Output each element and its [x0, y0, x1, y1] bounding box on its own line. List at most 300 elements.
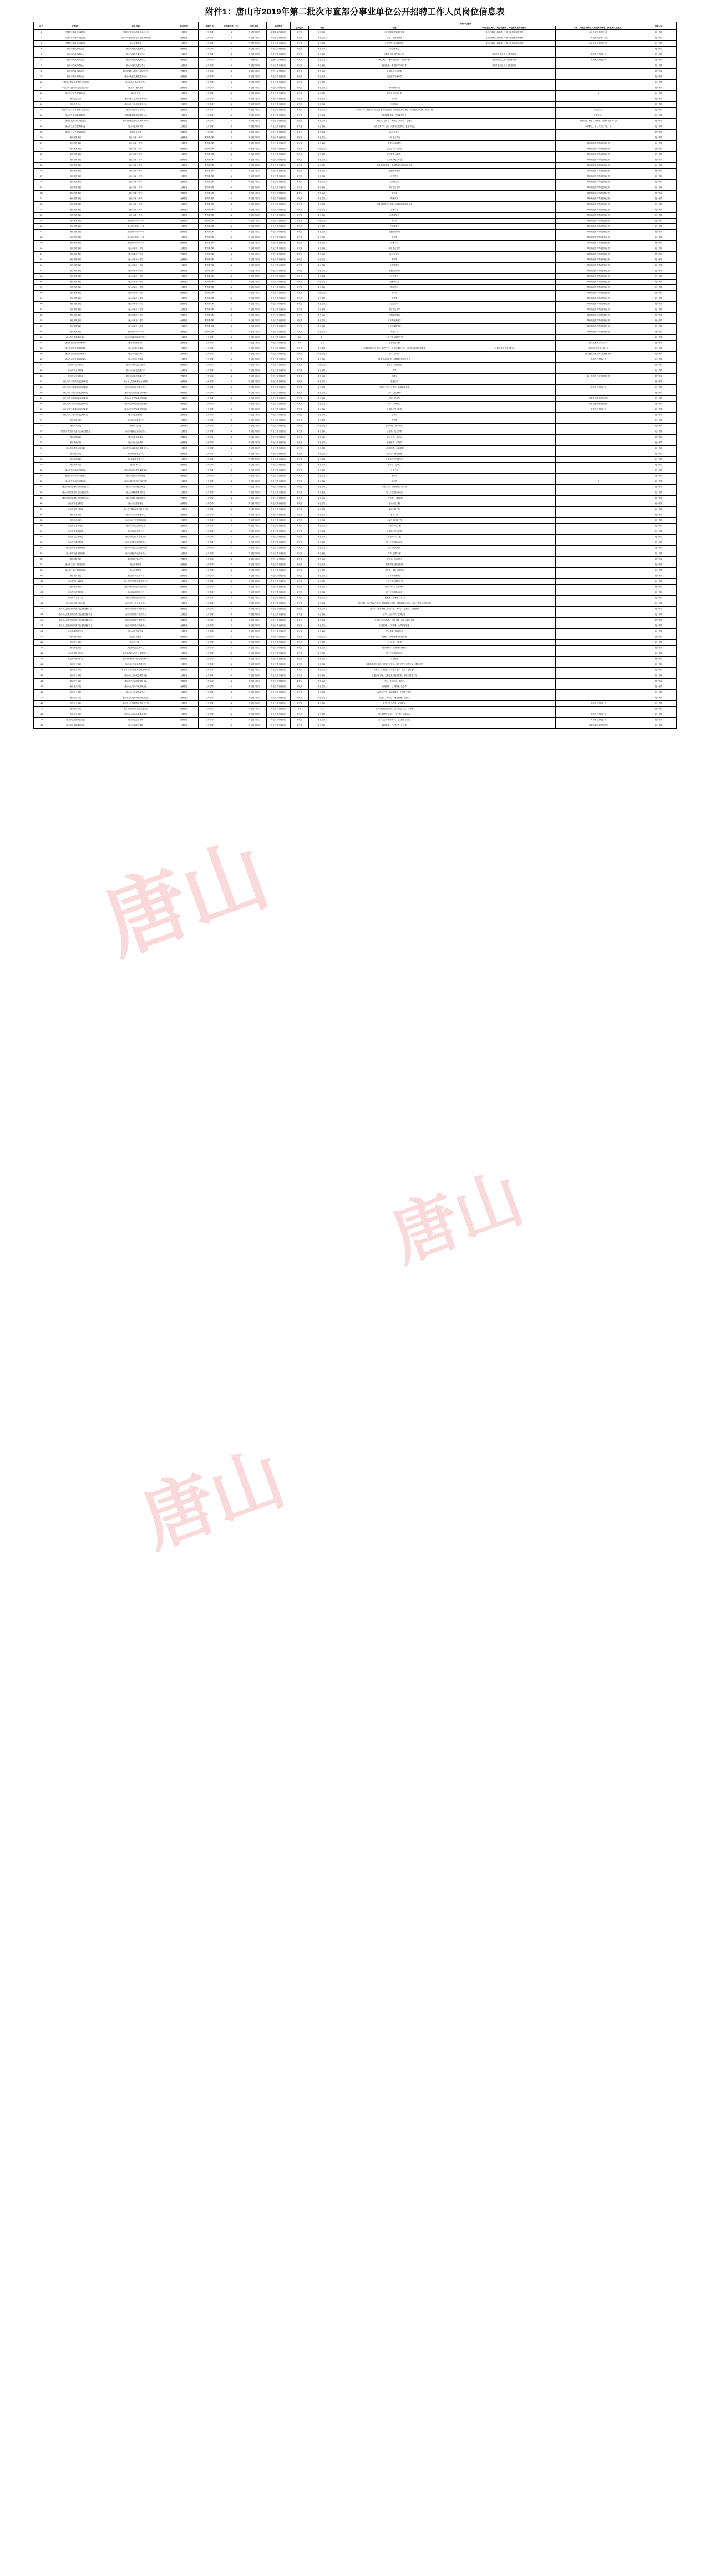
cell-unit: 唐山市财政信息中心	[102, 451, 170, 457]
cell-nature: 全额拨款	[170, 640, 198, 646]
cell-no: 109	[34, 629, 49, 634]
cell-no: 104	[34, 601, 49, 607]
cell-count: 1	[221, 385, 242, 390]
cell-degree: 硕士及以上	[309, 623, 336, 629]
cell-condition: 具有正高级、副高级、中级专业技术职务资格	[453, 35, 556, 41]
cell-method: 公开招聘	[198, 85, 221, 91]
cell-other	[556, 573, 641, 579]
cell-major: 法学、社会保障	[336, 390, 453, 396]
table-row	[34, 80, 677, 85]
cell-type: 专业技术岗位	[242, 601, 266, 607]
cell-no: 50	[34, 302, 49, 307]
cell-other	[556, 424, 641, 429]
cell-type: 专业技术岗位	[242, 207, 266, 213]
cell-nature: 全额拨款	[170, 712, 198, 718]
cell-count: 1	[221, 91, 242, 96]
table-row	[34, 191, 677, 196]
cell-condition	[453, 623, 556, 629]
table-row	[34, 579, 677, 585]
table-row	[34, 329, 677, 335]
cell-method: 教育类招聘	[198, 296, 221, 302]
cell-method: 教育类招聘	[198, 280, 221, 285]
cell-degree: 硕士及以上	[309, 224, 336, 230]
cell-dept: 唐山市人力资源和社会保障局	[49, 402, 102, 407]
cell-count: 1	[221, 612, 242, 618]
cell-nature: 全额拨款	[170, 623, 198, 629]
cell-condition	[453, 69, 556, 74]
cell-major: 行政管理、公共管理、社会学	[336, 684, 453, 690]
cell-no: 47	[34, 285, 49, 291]
cell-nature: 全额拨款	[170, 213, 198, 219]
cell-method: 公开招聘	[198, 102, 221, 108]
table-row	[34, 690, 677, 695]
cell-no: 72	[34, 424, 49, 429]
cell-edu: 研究生	[291, 235, 309, 241]
cell-degree: 硕士及以上	[309, 535, 336, 540]
cell-edu: 研究生	[291, 41, 309, 47]
cell-way: 统一招聘	[641, 529, 676, 535]
table-row	[34, 41, 677, 47]
cell-way: 统一招聘	[641, 557, 676, 562]
cell-dept: 唐山市卫生健康委员会	[49, 718, 102, 723]
cell-condition	[453, 407, 556, 413]
cell-edu: 研究生	[291, 646, 309, 651]
cell-no: 9	[34, 74, 49, 80]
cell-method: 教育类招聘	[198, 263, 221, 268]
table-row	[34, 684, 677, 690]
cell-edu: 研究生	[291, 274, 309, 280]
cell-no: 13	[34, 96, 49, 102]
cell-level: 专业技术十级岗位	[266, 374, 290, 379]
cell-count: 1	[221, 335, 242, 341]
cell-major: 土木工程	[336, 468, 453, 474]
cell-other: 具有相关资格证书	[556, 357, 641, 363]
cell-dept: 唐山市教育局	[49, 180, 102, 185]
cell-level: 专业技术十级岗位	[266, 202, 290, 207]
cell-dept: 中国共产党唐山市委员会组织部	[49, 80, 102, 85]
cell-major: 生物科学类	[336, 180, 453, 185]
cell-edu: 研究生	[291, 607, 309, 612]
cell-unit: 唐山市档案馆	[102, 634, 170, 640]
cell-type: 专业技术岗位	[242, 35, 266, 41]
cell-no: 69	[34, 407, 49, 413]
cell-degree: 硕士及以上	[309, 363, 336, 368]
cell-count: 1	[221, 485, 242, 490]
cell-level: 专业技术十级岗位	[266, 47, 290, 52]
cell-edu: 研究生	[291, 413, 309, 418]
cell-unit: 唐山市第一中学	[102, 141, 170, 146]
cell-count: 1	[221, 690, 242, 695]
table-row	[34, 174, 677, 180]
cell-count: 2	[221, 668, 242, 673]
cell-major: 工程管理、管理科学与工程	[336, 596, 453, 601]
cell-way: 统一招聘	[641, 535, 676, 540]
cell-method: 教育类招聘	[198, 152, 221, 157]
cell-other	[556, 707, 641, 712]
cell-type: 专业技术岗位	[242, 30, 266, 35]
cell-other	[556, 551, 641, 557]
cell-level: 专业技术十级岗位	[266, 634, 290, 640]
cell-no: 107	[34, 618, 49, 623]
cell-other: 本科及研究生所学专业	[556, 35, 641, 41]
table-row	[34, 657, 677, 662]
cell-nature: 全额拨款	[170, 202, 198, 207]
cell-major: 电子信息工程	[336, 341, 453, 346]
cell-level: 专业技术十级岗位	[266, 457, 290, 463]
cell-method: 公开招聘	[198, 618, 221, 623]
cell-other	[556, 85, 641, 91]
cell-method: 公开招聘	[198, 41, 221, 47]
cell-level: 专业技术十级岗位	[266, 246, 290, 252]
cell-major: 数学类	[336, 257, 453, 263]
cell-type: 专业技术岗位	[242, 557, 266, 562]
table-row	[34, 707, 677, 712]
cell-nature: 全额拨款	[170, 485, 198, 490]
cell-level: 专业技术十级岗位	[266, 390, 290, 396]
cell-condition	[453, 413, 556, 418]
cell-major: 体育教育训练学	[336, 318, 453, 324]
cell-level: 专业技术十级岗位	[266, 113, 290, 119]
cell-unit: 唐山市人力资源和社会保障局	[102, 379, 170, 385]
cell-degree: 硕士及以上	[309, 119, 336, 124]
cell-condition	[453, 601, 556, 607]
cell-other	[556, 390, 641, 396]
cell-other	[556, 562, 641, 568]
cell-method: 公开招聘	[198, 80, 221, 85]
cell-major: 电气工程及其自动化	[336, 540, 453, 546]
cell-major: 考古学、文物与博物馆	[336, 568, 453, 573]
table-row	[34, 146, 677, 152]
cell-nature: 全额拨款	[170, 524, 198, 529]
cell-major: 财政学、会计学、统计学、审计学、金融学	[336, 119, 453, 124]
cell-major: 水文与水资源工程	[336, 518, 453, 524]
cell-dept: 唐山市发展和改革委员会	[49, 113, 102, 119]
cell-method: 公开招聘	[198, 396, 221, 402]
cell-dept: 唐山市城市管理综合行政执法局	[49, 490, 102, 496]
cell-nature: 全额拨款	[170, 551, 198, 557]
cell-condition	[453, 618, 556, 623]
cell-other	[556, 579, 641, 585]
cell-major: 公共卫生与预防医学、卫生检验与检疫	[336, 718, 453, 723]
cell-count: 1	[221, 535, 242, 540]
cell-unit: 唐山市文化馆	[102, 130, 170, 135]
cell-method: 教育类招聘	[198, 291, 221, 296]
cell-major: 法学类	[336, 96, 453, 102]
cell-method: 公开招聘	[198, 385, 221, 390]
table-row	[34, 285, 677, 291]
cell-type: 专业技术岗位	[242, 679, 266, 684]
cell-condition	[453, 629, 556, 634]
cell-unit: 唐山市国有资产评估中心	[102, 612, 170, 618]
cell-way: 统一招聘	[641, 490, 676, 496]
cell-dept: 唐山市公安局	[49, 684, 102, 690]
cell-level: 专业技术十级岗位	[266, 196, 290, 202]
cell-edu: 研究生	[291, 47, 309, 52]
cell-unit: 唐山市妇幼保健院	[102, 723, 170, 729]
cell-level: 专业技术十级岗位	[266, 346, 290, 352]
cell-way: 统一招聘	[641, 324, 676, 329]
cell-edu: 研究生	[291, 196, 309, 202]
cell-dept: 唐山市公安局	[49, 673, 102, 679]
cell-level: 专业技术十级岗位	[266, 191, 290, 196]
cell-no: 26	[34, 169, 49, 174]
cell-way: 统一招聘	[641, 374, 676, 379]
cell-count: 1	[221, 63, 242, 69]
cell-edu: 研究生	[291, 585, 309, 590]
cell-nature: 全额拨款	[170, 701, 198, 707]
cell-condition	[453, 440, 556, 446]
cell-major: 思想政治教育	[336, 268, 453, 274]
cell-method: 公开招聘	[198, 58, 221, 63]
cell-nature: 全额拨款	[170, 41, 198, 47]
cell-edu: 研究生	[291, 640, 309, 646]
cell-degree: 硕士及以上	[309, 52, 336, 58]
cell-degree: 硕士及以上	[309, 96, 336, 102]
cell-way: 统一招聘	[641, 352, 676, 357]
cell-degree: 硕士及以上	[309, 41, 336, 47]
cell-way: 统一招聘	[641, 263, 676, 268]
cell-method: 公开招聘	[198, 540, 221, 546]
cell-condition	[453, 213, 556, 219]
cell-dept: 唐山市教育局	[49, 191, 102, 196]
cell-dept: 唐山市教育局	[49, 252, 102, 257]
cell-type: 专业技术岗位	[242, 130, 266, 135]
cell-condition	[453, 673, 556, 679]
cell-no: 16	[34, 113, 49, 119]
cell-method: 教育类招聘	[198, 268, 221, 274]
cell-method: 公开招聘	[198, 47, 221, 52]
cell-major: 会计学、财务管理、资产评估、审计学、金融学、工商管理	[336, 607, 453, 612]
cell-way: 统一招聘	[641, 341, 676, 346]
cell-count: 1	[221, 429, 242, 435]
cell-way: 统一招聘	[641, 712, 676, 718]
cell-method: 公开招聘	[198, 463, 221, 468]
cell-method: 公开招聘	[198, 629, 221, 634]
cell-condition	[453, 568, 556, 573]
cell-major: 药学、药物分析	[336, 551, 453, 557]
table-row	[34, 141, 677, 146]
cell-type: 专业技术岗位	[242, 668, 266, 673]
cell-other	[556, 440, 641, 446]
cell-no: 2	[34, 35, 49, 41]
cell-nature: 全额拨款	[170, 291, 198, 296]
cell-way: 统一招聘	[641, 618, 676, 623]
cell-unit: 唐山市第十一中学	[102, 268, 170, 274]
cell-condition	[453, 74, 556, 80]
cell-condition	[453, 257, 556, 263]
cell-count: 1	[221, 41, 242, 47]
cell-nature: 全额拨款	[170, 130, 198, 135]
cell-level: 专业技术十级岗位	[266, 440, 290, 446]
cell-type: 专业技术岗位	[242, 524, 266, 529]
cell-condition	[453, 174, 556, 180]
cell-major: 英语语言文学	[336, 246, 453, 252]
cell-way: 统一招聘	[641, 169, 676, 174]
cell-other: 本科阶段、硕士（或博士）阶段专业要求一致	[556, 119, 641, 124]
cell-degree: 硕士及以上	[309, 512, 336, 518]
cell-other	[556, 368, 641, 374]
table-row	[34, 596, 677, 601]
table-row	[34, 413, 677, 418]
cell-level: 专业技术十级岗位	[266, 679, 290, 684]
cell-major: 临床医学、妇产科学、儿科学	[336, 723, 453, 729]
cell-level: 专业技术十级岗位	[266, 52, 290, 58]
cell-unit: 唐山市价格监测与成本调查中心	[102, 119, 170, 124]
cell-nature: 全额拨款	[170, 268, 198, 274]
cell-other	[556, 363, 641, 368]
cell-method: 公开招聘	[198, 529, 221, 535]
cell-edu: 研究生	[291, 673, 309, 679]
cell-nature: 全额拨款	[170, 607, 198, 612]
table-row	[34, 468, 677, 474]
cell-unit: 唐山市公安局交通警察支队	[102, 673, 170, 679]
cell-type: 专业技术岗位	[242, 463, 266, 468]
cell-no: 80	[34, 468, 49, 474]
cell-dept: 唐山市残疾人联合会	[49, 47, 102, 52]
cell-degree: 硕士及以上	[309, 163, 336, 169]
cell-no: 117	[34, 673, 49, 679]
cell-level: 专业技术十级岗位	[266, 241, 290, 246]
cell-unit: 唐山市国有资产评估中心	[102, 618, 170, 623]
cell-dept: 唐山市教育局	[49, 296, 102, 302]
cell-nature: 全额拨款	[170, 30, 198, 35]
cell-unit: 唐山市第一中学	[102, 191, 170, 196]
cell-other	[556, 535, 641, 540]
cell-nature: 全额拨款	[170, 479, 198, 485]
cell-dept: 唐山市人民政府国有资产监督管理委员会	[49, 618, 102, 623]
cell-no: 96	[34, 557, 49, 562]
cell-other	[556, 468, 641, 474]
cell-no: 84	[34, 490, 49, 496]
cell-way: 统一招聘	[641, 451, 676, 457]
cell-other	[556, 457, 641, 463]
cell-degree: 硕士及以上	[309, 496, 336, 501]
cell-nature: 全额拨款	[170, 529, 198, 535]
cell-condition	[453, 80, 556, 85]
th-edu: 学历层次	[291, 26, 309, 30]
cell-nature: 全额拨款	[170, 252, 198, 257]
cell-no: 46	[34, 280, 49, 285]
cell-type: 专业技术岗位	[242, 701, 266, 707]
cell-level: 专业技术十级岗位	[266, 207, 290, 213]
cell-type: 专业技术岗位	[242, 612, 266, 618]
cell-edu: 研究生	[291, 241, 309, 246]
cell-other: 具有高级中学教师资格证书	[556, 213, 641, 219]
cell-no: 94	[34, 546, 49, 551]
table-row	[34, 157, 677, 163]
cell-other	[556, 47, 641, 52]
cell-type: 专业技术岗位	[242, 52, 266, 58]
cell-condition	[453, 263, 556, 268]
cell-count: 1	[221, 501, 242, 507]
cell-nature: 全额拨款	[170, 346, 198, 352]
cell-dept: 唐山市公安局	[49, 707, 102, 712]
cell-major: 物理学类	[336, 196, 453, 202]
table-row	[34, 302, 677, 307]
cell-major: 数学与应用数学、计算数学等相关专业	[336, 357, 453, 363]
cell-level: 专业技术十级岗位	[266, 108, 290, 113]
cell-degree: 硕士及以上	[309, 280, 336, 285]
cell-major: 软件工程、广播电视新闻学、新闻传播学	[336, 58, 453, 63]
cell-edu: 研究生	[291, 529, 309, 535]
cell-nature: 全额拨款	[170, 285, 198, 291]
cell-condition	[453, 707, 556, 712]
cell-level: 专业技术十级岗位	[266, 169, 290, 174]
cell-level: 专业技术十级岗位	[266, 418, 290, 424]
cell-way: 统一招聘	[641, 723, 676, 729]
cell-edu: 研究生	[291, 429, 309, 435]
cell-method: 公开招聘	[198, 607, 221, 612]
cell-no: 91	[34, 529, 49, 535]
cell-condition	[453, 446, 556, 451]
cell-nature: 全额拨款	[170, 174, 198, 180]
cell-count: 1	[221, 479, 242, 485]
cell-unit: 唐山市公安局户政管理支队	[102, 684, 170, 690]
cell-unit: 唐山市社会保险事业管理局	[102, 390, 170, 396]
cell-dept: 唐山市教育局	[49, 302, 102, 307]
cell-nature: 全额拨款	[170, 379, 198, 385]
cell-dept: 唐山市交通运输局	[49, 501, 102, 507]
cell-level: 专业技术十级岗位	[266, 379, 290, 385]
cell-dept: 唐山市教育局	[49, 274, 102, 280]
cell-unit: 唐山市公安局科技信息化支队	[102, 707, 170, 712]
cell-method: 公开招聘	[198, 69, 221, 74]
cell-other: 具有高级中学教师资格证书	[556, 219, 641, 224]
cell-other: 限中级及以上会计专业技术资格	[556, 352, 641, 357]
cell-method: 公开招聘	[198, 485, 221, 490]
cell-no: 101	[34, 585, 49, 590]
cell-no: 108	[34, 623, 49, 629]
cell-way: 统一招聘	[641, 457, 676, 463]
cell-condition: 计算机类相关专业要求	[453, 346, 556, 352]
cell-unit: 唐山市青少年活动中心	[102, 108, 170, 113]
cell-way: 统一招聘	[641, 257, 676, 263]
cell-major: 会计学	[336, 479, 453, 485]
cell-type: 专业技术岗位	[242, 468, 266, 474]
table-row	[34, 324, 677, 329]
cell-count: 1	[221, 618, 242, 623]
table-row	[34, 379, 677, 385]
cell-way: 统一招聘	[641, 302, 676, 307]
cell-count: 1	[221, 568, 242, 573]
cell-unit: 唐山市图书馆	[102, 562, 170, 568]
cell-condition	[453, 662, 556, 668]
cell-degree: 硕士及以上	[309, 268, 336, 274]
cell-dept: 唐山市应急管理局	[49, 535, 102, 540]
cell-method: 公开招聘	[198, 579, 221, 585]
cell-unit: 唐山市国土资源局	[102, 352, 170, 357]
cell-type: 专业技术岗位	[242, 91, 266, 96]
cell-way: 统一招聘	[641, 74, 676, 80]
cell-nature: 全额拨款	[170, 562, 198, 568]
cell-method: 公开招聘	[198, 695, 221, 701]
cell-dept: 唐山市教育局	[49, 219, 102, 224]
cell-condition	[453, 596, 556, 601]
cell-way: 统一招聘	[641, 396, 676, 402]
cell-no: 14	[34, 102, 49, 108]
cell-way: 统一招聘	[641, 623, 676, 629]
cell-way: 统一招聘	[641, 446, 676, 451]
cell-level: 专业技术十级岗位	[266, 274, 290, 280]
cell-no: 73	[34, 429, 49, 435]
cell-no: 86	[34, 501, 49, 507]
cell-type: 专业技术岗位	[242, 341, 266, 346]
cell-edu: 本科	[291, 707, 309, 712]
cell-no: 89	[34, 518, 49, 524]
cell-condition	[453, 657, 556, 662]
cell-method: 教育类招聘	[198, 313, 221, 318]
cell-type: 专业技术岗位	[242, 429, 266, 435]
